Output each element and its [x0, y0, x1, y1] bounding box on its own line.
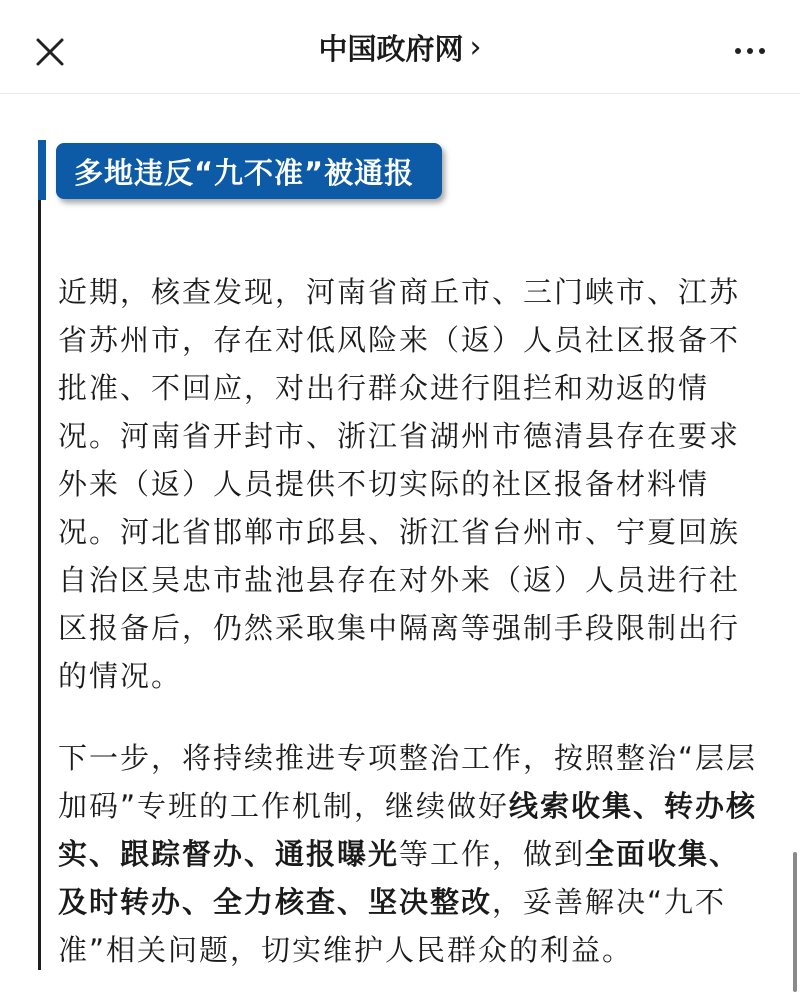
paragraph-text: 下一步，将持续推进专项整治工作，按照整治“层层加码”专班的工作机制，继续做好	[58, 741, 758, 823]
account-name: 中国政府网	[318, 31, 464, 66]
chevron-right-icon: ›	[469, 29, 482, 65]
top-navigation-bar	[0, 0, 800, 94]
left-divider-line	[38, 140, 41, 970]
paragraph-text: 等工作，做到	[399, 837, 586, 871]
emphasis-text: 全面收集、及时转办、全力核查、坚决整改	[58, 837, 741, 919]
more-options-button[interactable]	[730, 36, 770, 66]
close-button[interactable]	[28, 30, 72, 74]
account-title-link[interactable]	[318, 27, 481, 68]
more-icon	[735, 48, 741, 54]
more-icon-dot	[759, 48, 765, 54]
heading-accent-bar	[38, 140, 46, 200]
scrollbar[interactable]	[793, 852, 797, 992]
emphasis-text: 线索收集、转办核实、跟踪督办、通报曝光	[58, 789, 758, 871]
section-heading-text: 多地违反“九不准”被通报	[74, 155, 415, 190]
paragraph-findings: 近期，核查发现，河南省商丘市、三门峡市、江苏省苏州市，存在对低风险来（返）人员社区报备不批准、不回应，对出行群众进行阻拦和劝返的情况。河南省开封市、浙江省湖州市德清县存在要求外来（返）人员提供不切实际的社区报备材料情况。河北省邯郸市邱县、浙江省台州市、宁夏回族自治区吴忠市盐池县存在对外来（返）人员进行社区报备后，仍然采取集中隔离等强制手段限制出行的情况。	[58, 275, 741, 693]
paragraph-text: ，妥善解决“九不准”相关问题，切实维护人民群众的利益。	[58, 885, 727, 967]
paragraph-next-steps	[58, 734, 758, 974]
close-icon	[28, 30, 72, 74]
more-icon-dot	[747, 48, 753, 54]
section-heading	[56, 143, 442, 199]
article-body	[0, 94, 800, 1001]
